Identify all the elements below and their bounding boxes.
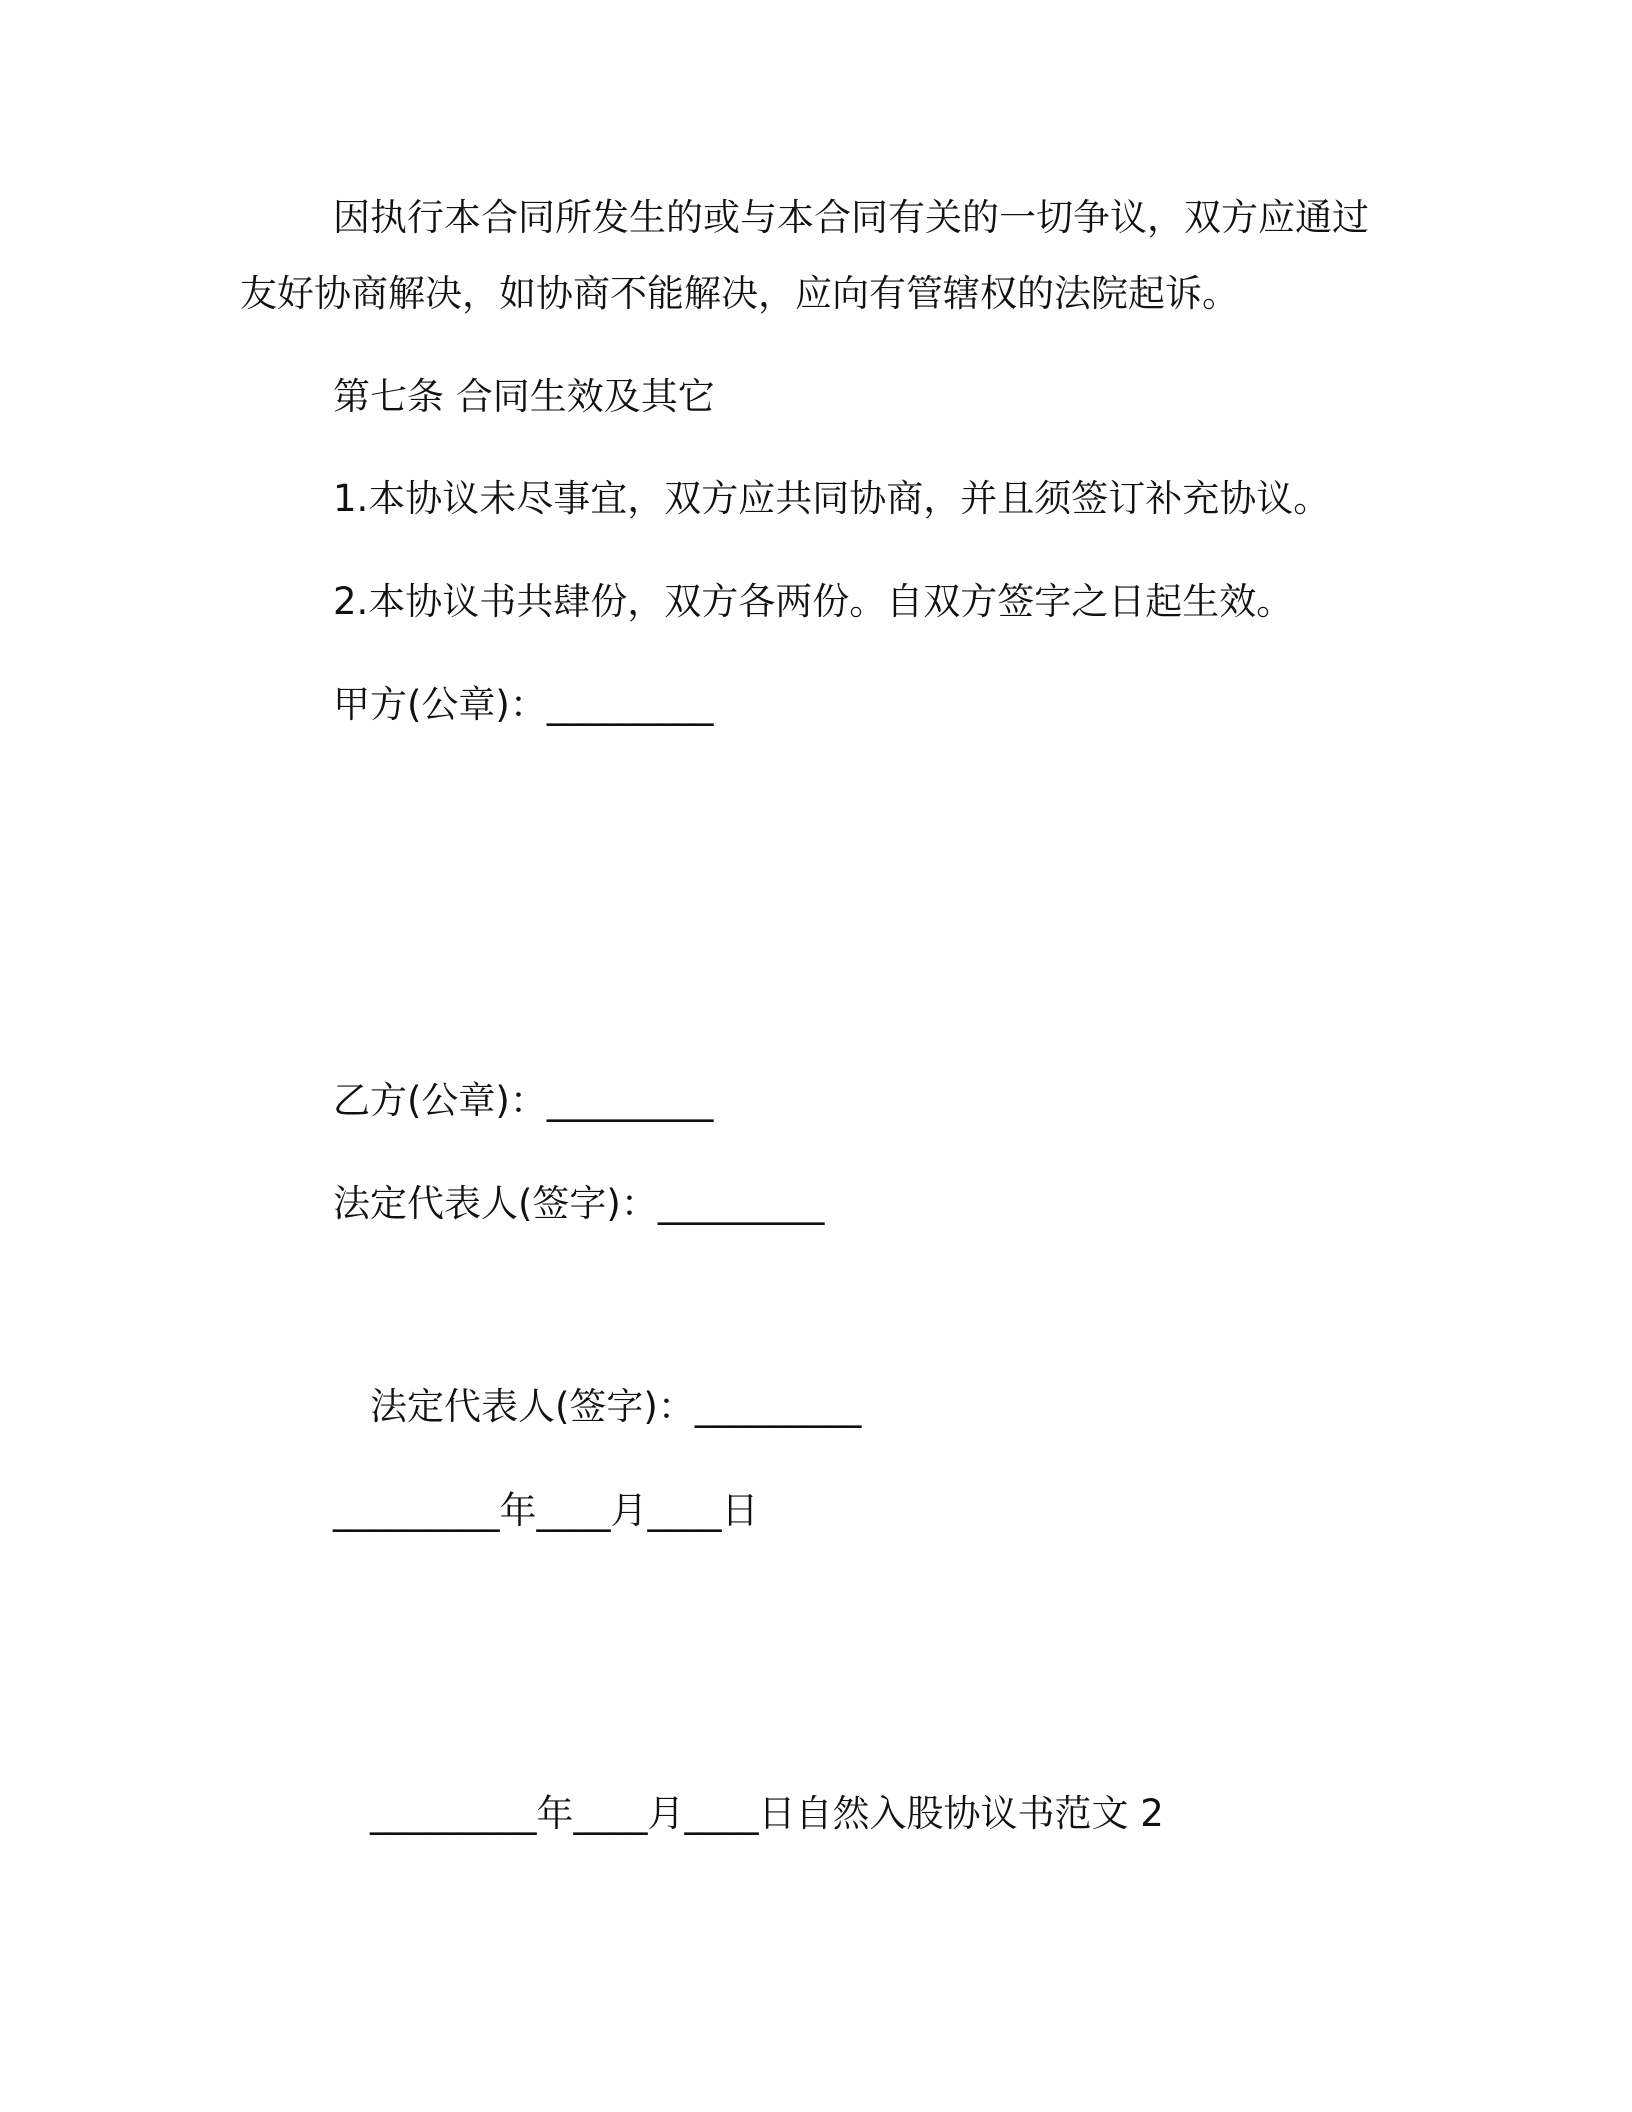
clause-2: 2.本协议书共肆份，双方各两份。自双方签字之日起生效。 — [333, 580, 1294, 623]
dispute-paragraph-line-2: 友好协商解决，如协商不能解决，应向有管辖权的法院起诉。 — [240, 272, 1239, 315]
party-b-seal-line: 乙方(公章)：_________ — [333, 1079, 714, 1122]
dispute-paragraph-line-1: 因执行本合同所发生的或与本合同有关的一切争议，双方应通过 — [333, 196, 1369, 239]
legal-representative-signature-1: 法定代表人(签字)：_________ — [333, 1182, 825, 1225]
article-seven-heading: 第七条 合同生效及其它 — [333, 375, 715, 418]
date-line: _________年____月____日 — [333, 1489, 759, 1532]
date-title-line: _________年____月____日自然入股协议书范文 2 — [370, 1792, 1164, 1835]
legal-representative-signature-2: 法定代表人(签字)：_________ — [370, 1385, 862, 1428]
party-a-seal-line: 甲方(公章)：_________ — [333, 683, 714, 726]
clause-1: 1.本协议未尽事宜，双方应共同协商，并且须签订补充协议。 — [333, 477, 1331, 520]
